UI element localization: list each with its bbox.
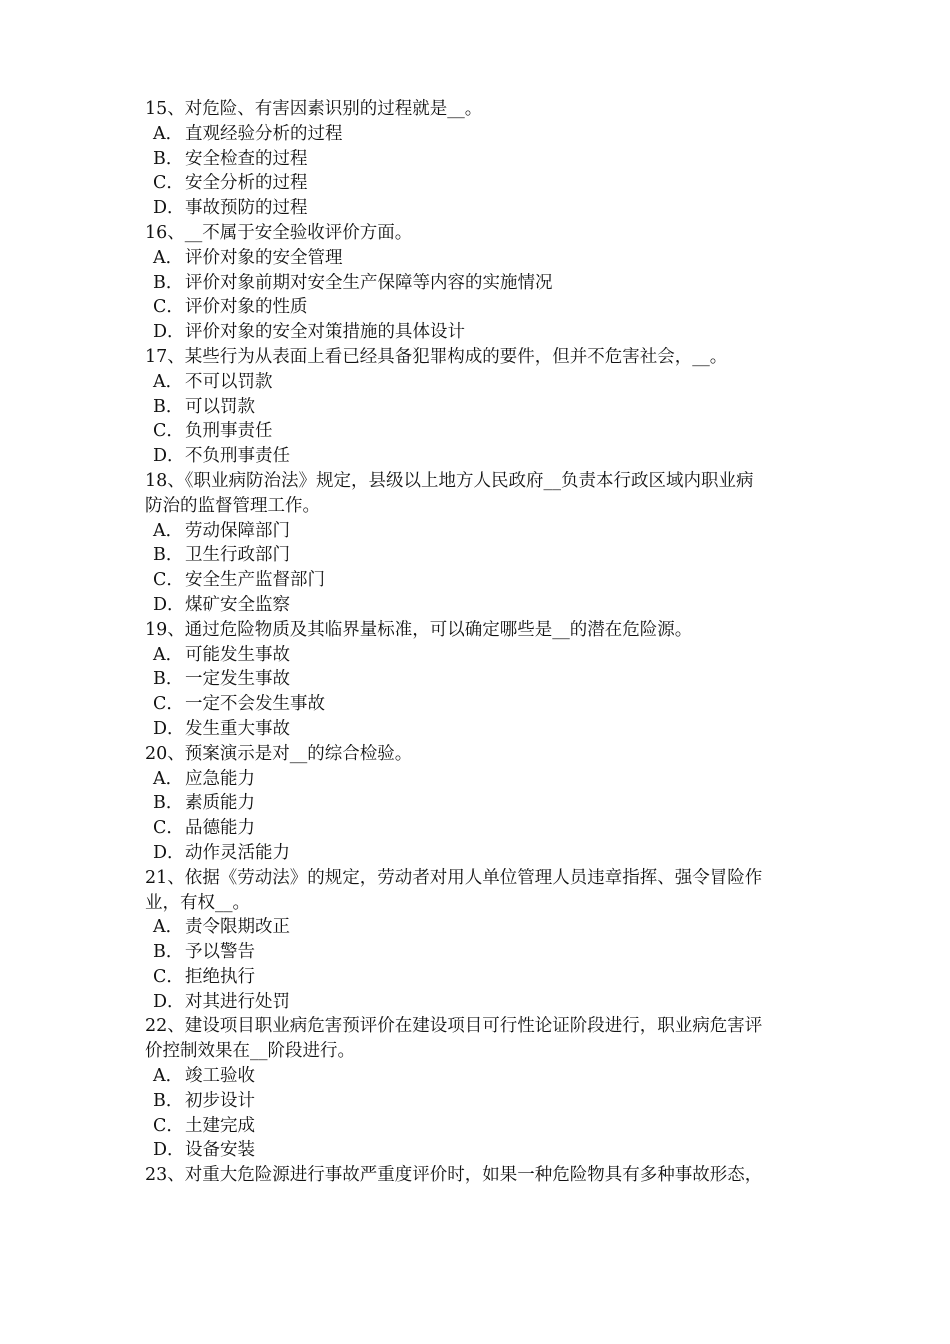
question-stem <box>145 469 825 519</box>
option-text: 直观经验分析的过程 <box>185 123 343 144</box>
option-text: 初步设计 <box>185 1090 255 1111</box>
question-20 <box>145 742 825 866</box>
option-letter: B． <box>153 942 184 963</box>
question-stem <box>145 1014 825 1064</box>
question-stem-line: 价控制效果在__阶段进行。 <box>145 1041 355 1062</box>
question-stem <box>145 866 825 916</box>
answer-option <box>145 643 825 668</box>
answer-option <box>145 767 825 792</box>
answer-option <box>145 791 825 816</box>
option-text: 负刑事责任 <box>185 421 273 442</box>
answer-option <box>145 246 825 271</box>
answer-option <box>145 419 825 444</box>
option-letter: C． <box>153 173 184 194</box>
option-text: 予以警告 <box>185 942 255 963</box>
question-stem-line: 18、《职业病防治法》规定，县级以上地方人民政府__负责本行政区域内职业病 <box>145 470 754 491</box>
answer-option <box>145 444 825 469</box>
question-stem-line: 17、某些行为从表面上看已经具备犯罪构成的要件，但并不危害社会，__。 <box>145 346 728 367</box>
option-letter: D． <box>153 198 185 219</box>
question-stem-line: 16、__不属于安全验收评价方面。 <box>145 222 413 243</box>
answer-option <box>145 1064 825 1089</box>
question-16 <box>145 221 825 345</box>
question-stem <box>145 618 825 643</box>
question-stem-line: 15、对危险、有害因素识别的过程就是__。 <box>145 99 483 119</box>
option-text: 可以罚款 <box>185 396 255 417</box>
answer-option <box>145 915 825 940</box>
option-letter: B． <box>153 545 184 566</box>
option-letter: A． <box>153 520 184 541</box>
answer-option <box>145 320 825 345</box>
answer-option <box>145 568 825 593</box>
option-text: 评价对象的安全管理 <box>185 247 343 268</box>
question-stem <box>145 221 825 246</box>
option-letter: C． <box>153 1115 184 1136</box>
option-letter: B． <box>153 148 184 169</box>
option-text: 责令限期改正 <box>185 917 290 938</box>
answer-option <box>145 593 825 618</box>
option-letter: D． <box>153 718 185 739</box>
option-text: 素质能力 <box>185 793 255 814</box>
answer-option <box>145 122 825 147</box>
option-letter: C． <box>153 421 184 442</box>
option-text: 评价对象前期对安全生产保障等内容的实施情况 <box>185 272 553 293</box>
question-stem <box>145 97 825 122</box>
question-23 <box>145 1163 825 1188</box>
option-text: 对其进行处罚 <box>185 991 290 1012</box>
option-text: 安全分析的过程 <box>185 173 308 194</box>
option-text: 评价对象的性质 <box>185 297 308 318</box>
option-text: 卫生行政部门 <box>185 545 290 566</box>
question-stem <box>145 345 825 370</box>
answer-option <box>145 1089 825 1114</box>
option-letter: A． <box>153 644 184 665</box>
option-text: 评价对象的安全对策措施的具体设计 <box>185 322 465 343</box>
option-text: 拒绝执行 <box>185 966 255 987</box>
question-15 <box>145 97 825 221</box>
option-text: 发生重大事故 <box>185 718 290 739</box>
option-letter: A． <box>153 247 184 268</box>
option-letter: B． <box>153 669 184 690</box>
option-text: 不负刑事责任 <box>185 446 290 467</box>
answer-option <box>145 940 825 965</box>
option-text: 安全检查的过程 <box>185 148 308 169</box>
answer-option <box>145 196 825 221</box>
question-stem-line: 防治的监督管理工作。 <box>145 495 320 516</box>
question-stem-line: 20、预案演示是对__的综合检验。 <box>145 743 413 764</box>
option-letter: D． <box>153 322 185 343</box>
option-letter: D． <box>153 1140 185 1161</box>
option-letter: A． <box>153 768 184 789</box>
question-stem <box>145 742 825 767</box>
option-letter: C． <box>153 694 184 715</box>
answer-option <box>145 1138 825 1163</box>
answer-option <box>145 965 825 990</box>
option-text: 一定不会发生事故 <box>185 694 325 715</box>
answer-option <box>145 519 825 544</box>
question-stem-line: 22、建设项目职业病危害预评价在建设项目可行性论证阶段进行，职业病危害评 <box>145 1016 763 1037</box>
document-page <box>145 97 825 1188</box>
question-stem-line: 业，有权__。 <box>145 892 250 913</box>
question-stem-line: 23、对重大危险源进行事故严重度评价时，如果一种危险物具有多种事故形态， <box>145 1165 763 1186</box>
answer-option <box>145 667 825 692</box>
option-letter: D． <box>153 446 185 467</box>
question-18 <box>145 469 825 618</box>
option-letter: C． <box>153 297 184 318</box>
question-stem-line: 19、通过危险物质及其临界量标准，可以确定哪些是__的潜在危险源。 <box>145 619 693 640</box>
option-letter: B． <box>153 272 184 293</box>
option-text: 设备安装 <box>185 1140 255 1161</box>
option-letter: D． <box>153 594 185 615</box>
option-text: 动作灵活能力 <box>185 842 290 863</box>
option-text: 安全生产监督部门 <box>185 570 325 591</box>
question-21 <box>145 866 825 1015</box>
question-22 <box>145 1014 825 1163</box>
option-letter: A． <box>153 1066 184 1087</box>
question-17 <box>145 345 825 469</box>
option-text: 劳动保障部门 <box>185 520 290 541</box>
option-text: 一定发生事故 <box>185 669 290 690</box>
option-letter: C． <box>153 818 184 839</box>
answer-option <box>145 990 825 1015</box>
option-letter: D． <box>153 991 185 1012</box>
option-text: 竣工验收 <box>185 1066 255 1087</box>
answer-option <box>145 543 825 568</box>
option-letter: B． <box>153 396 184 417</box>
question-stem-line: 21、依据《劳动法》的规定，劳动者对用人单位管理人员违章指挥、强令冒险作 <box>145 867 763 888</box>
option-letter: C． <box>153 966 184 987</box>
option-letter: B． <box>153 1090 184 1111</box>
answer-option <box>145 692 825 717</box>
question-stem <box>145 1163 825 1188</box>
answer-option <box>145 147 825 172</box>
answer-option <box>145 841 825 866</box>
option-text: 煤矿安全监察 <box>185 594 290 615</box>
option-text: 品德能力 <box>185 818 255 839</box>
option-letter: C． <box>153 570 184 591</box>
answer-option <box>145 171 825 196</box>
answer-option <box>145 816 825 841</box>
option-text: 应急能力 <box>185 768 255 789</box>
option-text: 可能发生事故 <box>185 644 290 665</box>
option-letter: A． <box>153 371 184 392</box>
answer-option <box>145 717 825 742</box>
answer-option <box>145 271 825 296</box>
answer-option <box>145 295 825 320</box>
option-text: 事故预防的过程 <box>185 198 308 219</box>
option-text: 土建完成 <box>185 1115 255 1136</box>
answer-option <box>145 1114 825 1139</box>
option-text: 不可以罚款 <box>185 371 273 392</box>
answer-option <box>145 370 825 395</box>
option-letter: A． <box>153 917 184 938</box>
option-letter: A． <box>153 123 184 144</box>
question-19 <box>145 618 825 742</box>
option-letter: B． <box>153 793 184 814</box>
option-letter: D． <box>153 842 185 863</box>
answer-option <box>145 395 825 420</box>
